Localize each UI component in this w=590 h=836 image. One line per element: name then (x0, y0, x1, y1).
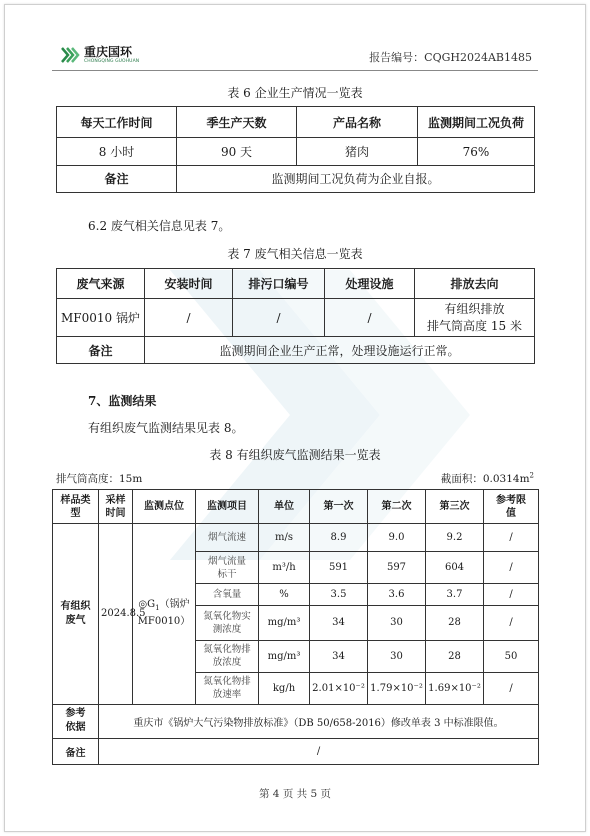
table8-header: 第一次 (310, 490, 368, 524)
table-row (53, 524, 539, 552)
table8-header: 参考限值 (484, 490, 539, 524)
table8-header: 第三次 (426, 490, 484, 524)
table8-header: 单位 (259, 490, 310, 524)
value-cell: 3.5 (310, 584, 368, 606)
table7-cell: MF0010 锅炉 (57, 299, 145, 337)
value-cell: 9.2 (426, 524, 484, 552)
table7-cell: / (145, 299, 233, 337)
value-cell: 28 (426, 640, 484, 672)
limit-cell: / (484, 552, 539, 584)
table7-header-row (57, 269, 535, 299)
page-footer: 第 4 页 共 5 页 (258, 788, 332, 800)
limit-cell: / (484, 524, 539, 552)
paragraph-7: 有组织废气监测结果见表 8。 (88, 421, 244, 435)
table8-header: 样品类型 (53, 490, 99, 524)
section-7-title: 7、监测结果 (88, 394, 157, 408)
limit-cell: / (484, 606, 539, 640)
table6-header: 产品名称 (297, 107, 418, 138)
point-suffix: （锅炉 MF0010） (137, 599, 191, 628)
section-area (441, 471, 534, 486)
unit-cell: kg/h (259, 672, 310, 704)
table6-header-row (57, 107, 535, 138)
section-area-value: 截面积：0.0314m (440, 473, 530, 485)
table8 (52, 489, 539, 765)
limit-cell: 50 (484, 640, 539, 672)
stack-height: 排气筒高度：15m (56, 473, 143, 485)
unit-cell: mg/m³ (259, 606, 310, 640)
table6-header: 季生产天数 (177, 107, 297, 138)
paragraph-6-2: 6.2 废气相关信息见表 7。 (88, 219, 231, 233)
table8-note-label: 备注 (53, 738, 99, 764)
table7-note-row (57, 337, 535, 364)
limit-cell: / (484, 672, 539, 704)
table-row (57, 138, 535, 165)
value-cell: 34 (310, 606, 368, 640)
table8-note-row (53, 738, 539, 764)
header-divider (52, 70, 538, 71)
table6-cell: 76% (418, 138, 535, 165)
table6-cell: 8 小时 (57, 138, 177, 165)
value-cell: 8.9 (310, 524, 368, 552)
item-cell: 含氧量 (196, 584, 259, 606)
company-name-en: CHONGQING GUOHUAN (84, 58, 140, 64)
table6-header: 每天工作时间 (57, 107, 177, 138)
unit-cell: m/s (259, 524, 310, 552)
item-cell: 烟气流量标干 (196, 552, 259, 584)
table6-header: 监测期间工况负荷 (418, 107, 535, 138)
table7-header: 排污口编号 (233, 269, 325, 299)
table6-cell: 90 天 (177, 138, 297, 165)
table7-note-text: 监测期间企业生产正常，处理设施运行正常。 (145, 337, 535, 364)
sample-time-cell: 2024.8.5 (99, 524, 133, 705)
table8-note-text: / (99, 738, 539, 764)
basis-label: 参考依据 (53, 704, 99, 738)
point-prefix: ◎G (138, 599, 156, 611)
unit-cell: m³/h (259, 552, 310, 584)
item-cell: 烟气流速 (196, 524, 259, 552)
limit-cell: / (484, 584, 539, 606)
table6-note-label: 备注 (57, 165, 177, 192)
value-cell: 597 (368, 552, 426, 584)
emission-line-1: 有组织排放 (444, 301, 505, 316)
table6-caption: 表 6 企业生产情况一览表 (227, 86, 363, 100)
company-name-cn: 重庆国环 (84, 44, 133, 59)
table7-cell: / (325, 299, 415, 337)
table6 (56, 106, 535, 193)
basis-text: 重庆市《锅炉大气污染物排放标准》（DB 50/658-2016）修改单表 3 中标准限值。 (99, 704, 539, 738)
table7 (56, 268, 535, 364)
table8-header-row (53, 490, 539, 524)
monitoring-point-cell (133, 524, 196, 705)
table7-cell: / (233, 299, 325, 337)
table8-header: 第二次 (368, 490, 426, 524)
value-cell: 30 (368, 606, 426, 640)
value-cell: 1.69×10⁻² (426, 672, 484, 704)
table7-emission-cell (415, 299, 535, 337)
section-area-unit-sup: 2 (529, 471, 534, 480)
report-number: 报告编号：CQGH2024AB1485 (369, 51, 532, 64)
table8-caption: 表 8 有组织废气监测结果一览表 (209, 448, 381, 462)
table-row (57, 299, 535, 337)
value-cell: 34 (310, 640, 368, 672)
table6-note-text: 监测期间工况负荷为企业自报。 (177, 165, 535, 192)
company-logo-icon (58, 44, 80, 66)
item-cell: 氮氧化物排放浓度 (196, 640, 259, 672)
value-cell: 9.0 (368, 524, 426, 552)
table6-note-row (57, 165, 535, 192)
value-cell: 28 (426, 606, 484, 640)
unit-cell: % (259, 584, 310, 606)
unit-cell: mg/m³ (259, 640, 310, 672)
point-sub: 1 (155, 604, 160, 613)
company-logo (58, 44, 139, 66)
table8-header: 监测项目 (196, 490, 259, 524)
value-cell: 3.7 (426, 584, 484, 606)
value-cell: 604 (426, 552, 484, 584)
value-cell: 1.79×10⁻² (368, 672, 426, 704)
value-cell: 2.01×10⁻² (310, 672, 368, 704)
table7-note-label: 备注 (57, 337, 145, 364)
table7-header: 废气来源 (57, 269, 145, 299)
table7-caption: 表 7 废气相关信息一览表 (227, 247, 363, 261)
table8-header: 监测点位 (133, 490, 196, 524)
value-cell: 30 (368, 640, 426, 672)
table6-cell: 猪肉 (297, 138, 418, 165)
value-cell: 3.6 (368, 584, 426, 606)
item-cell: 氮氧化物实测浓度 (196, 606, 259, 640)
table7-header: 安装时间 (145, 269, 233, 299)
emission-line-2: 排气筒高度 15 米 (427, 318, 522, 333)
table8-header: 采样时间 (99, 490, 133, 524)
sample-type-cell: 有组织废气 (53, 524, 99, 705)
item-cell: 氮氧化物排放速率 (196, 672, 259, 704)
table7-header: 处理设施 (325, 269, 415, 299)
table8-basis-row (53, 704, 539, 738)
table7-header: 排放去向 (415, 269, 535, 299)
value-cell: 591 (310, 552, 368, 584)
